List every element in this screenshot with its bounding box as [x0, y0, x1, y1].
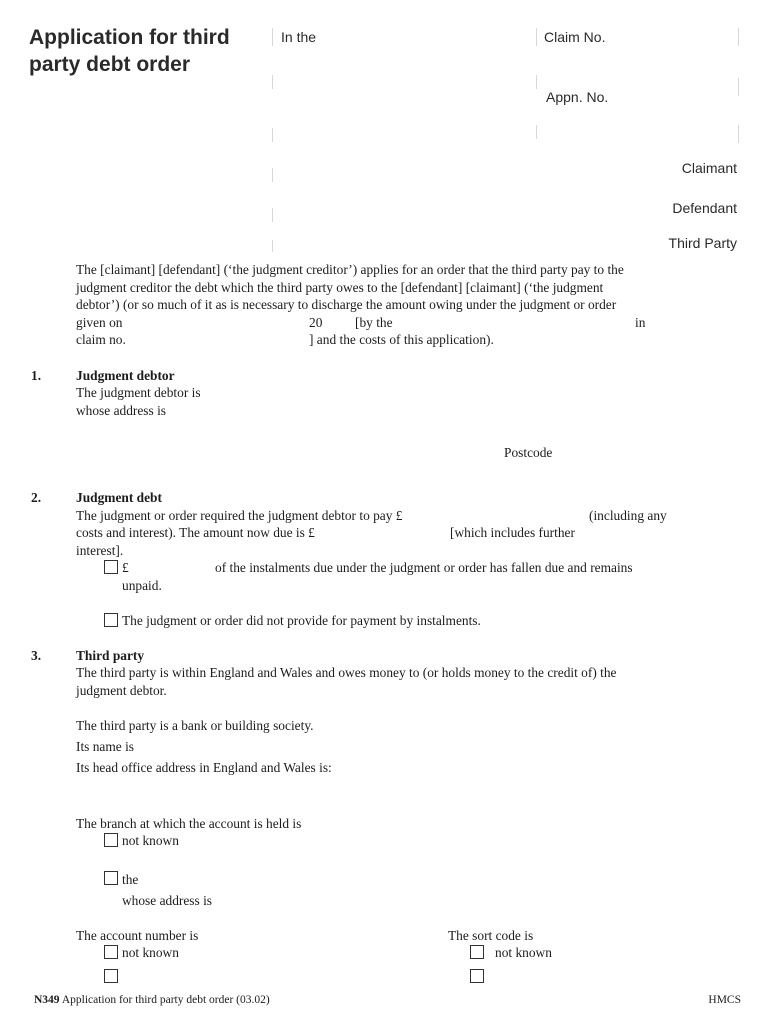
no-instalments-checkbox[interactable] — [104, 613, 118, 627]
bank-name-label: Its name is — [76, 739, 135, 754]
year-20-label: 20 — [309, 315, 323, 330]
pound-sign: £ — [122, 560, 129, 575]
instalments-unpaid-text: of the instalments due under the judgment or order has fallen due and remains — [215, 560, 633, 575]
branch-the-label: the — [122, 872, 139, 887]
sort-code-label: The sort code is — [448, 928, 534, 943]
section-heading: Third party — [76, 648, 145, 663]
including-any-text: (including any — [589, 508, 667, 523]
account-number-checkbox[interactable] — [104, 969, 118, 983]
field-guide — [272, 208, 273, 222]
sort-not-known-label: not known — [495, 945, 552, 960]
interest-text: interest]. — [76, 543, 124, 558]
claimant-label: Claimant — [681, 160, 737, 176]
account-not-known-checkbox[interactable] — [104, 945, 118, 959]
instalments-unpaid-checkbox[interactable] — [104, 560, 118, 574]
third-party-line1: The third party is within England and Wales and owes money to (or holds money to the credit of) the — [76, 665, 617, 680]
field-guide — [536, 75, 537, 89]
footer-form-title: Application for third party debt order (03.02) — [61, 994, 270, 1006]
third-party-label: Third Party — [668, 235, 737, 251]
account-number-label: The account number is — [76, 928, 199, 943]
judgment-amount-text: The judgment or order required the judgment debtor to pay £ — [76, 508, 403, 523]
field-guide — [272, 168, 273, 182]
costs-label: ] and the costs of this application). — [309, 332, 494, 347]
debtor-address-label: whose address is — [76, 403, 167, 418]
footer-form-code: N349 — [34, 994, 60, 1006]
form-title-line1: Application for third — [29, 26, 230, 49]
branch-the-checkbox[interactable] — [104, 871, 118, 885]
field-guide — [738, 28, 739, 46]
third-party-line2: judgment debtor. — [76, 683, 167, 698]
further-interest-text: [which includes further — [450, 525, 575, 540]
branch-label: The branch at which the account is held is — [76, 816, 302, 831]
field-guide — [272, 128, 273, 142]
given-on-label: given on — [76, 315, 123, 330]
head-office-label: Its head office address in England and Wales is: — [76, 760, 332, 775]
unpaid-text: unpaid. — [122, 578, 162, 593]
intro-line2: judgment creditor the debt which the third party owes to the [defendant] [claimant] (‘the judgment — [76, 280, 604, 295]
sort-not-known-checkbox[interactable] — [470, 945, 484, 959]
amount-due-text: costs and interest). The amount now due is £ — [76, 525, 315, 540]
defendant-label: Defendant — [672, 200, 737, 216]
field-guide — [272, 75, 273, 89]
field-guide — [536, 28, 537, 46]
in-label: in — [635, 315, 646, 330]
footer-form-ref — [34, 994, 270, 1006]
field-guide — [738, 125, 739, 143]
intro-line1: The [claimant] [defendant] (‘the judgment creditor’) applies for an order that the third party pay to the — [76, 262, 624, 277]
judgment-debtor-label: The judgment debtor is — [76, 385, 201, 400]
intro-line3: debtor’) (or so much of it as is necessary to discharge the amount owing under the judgment or order — [76, 297, 617, 312]
claim-no-label: Claim No. — [544, 29, 606, 45]
postcode-label: Postcode — [504, 445, 553, 460]
account-not-known-label: not known — [122, 945, 179, 960]
in-the-label: In the — [281, 29, 317, 45]
sort-code-checkbox[interactable] — [470, 969, 484, 983]
branch-address-label: whose address is — [122, 893, 213, 908]
appn-no-label: Appn. No. — [546, 89, 609, 105]
field-guide — [536, 125, 537, 139]
footer-org: HMCS — [708, 994, 741, 1006]
by-the-label: [by the — [355, 315, 393, 330]
section-heading: Judgment debt — [76, 490, 162, 505]
field-guide — [272, 28, 273, 46]
bank-text: The third party is a bank or building society. — [76, 718, 314, 733]
section-heading: Judgment debtor — [76, 368, 175, 383]
field-guide — [738, 78, 739, 96]
field-guide — [272, 240, 273, 252]
section-number: 1. — [31, 368, 42, 383]
section-number: 3. — [31, 648, 42, 663]
claim-no-inline-label: claim no. — [76, 332, 126, 347]
branch-not-known-checkbox[interactable] — [104, 833, 118, 847]
no-instalments-text: The judgment or order did not provide for payment by instalments. — [122, 613, 481, 628]
form-title-line2: party debt order — [29, 53, 191, 76]
section-number: 2. — [31, 490, 42, 505]
branch-not-known-label: not known — [122, 833, 179, 848]
